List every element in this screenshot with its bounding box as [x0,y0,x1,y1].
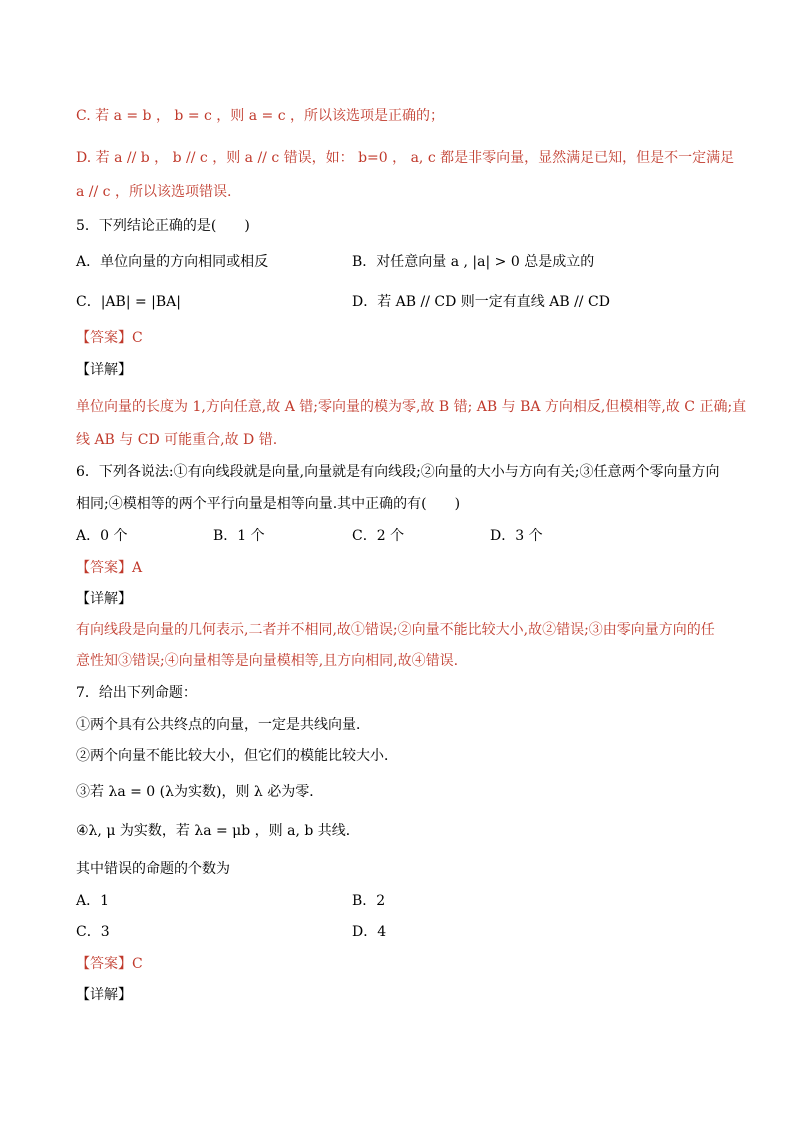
q6-option-b: B．1 个 [213,528,265,544]
q5-stem: 5．下列结论正确的是( ) [76,218,250,234]
q6-stem-line-1: 6．下列各说法:①有向线段就是向量,向量就是有向线段;②向量的大小与方向有关;③任意两个零向量方向 [76,464,720,480]
q7-option-d: D．4 [352,924,387,940]
option-d-previous-line-1: D. 若 a // b ， b // c ，则 a // c 错误，如： b=0 ， a, c 都是非零向量，显然满足已知，但是不一定满足 [76,150,735,166]
q7-item-1: ①两个具有公共终点的向量，一定是共线向量． [76,717,370,733]
q6-answer: 【答案】A [76,560,143,576]
q5-detail-heading: 【详解】 [76,362,132,378]
q6-option-c: C．2 个 [352,528,405,544]
q6-detail-line-2: 意性知③错误;④向量相等是向量模相等,且方向相同,故④错误. [76,653,459,669]
q7-option-c: C．3 [76,924,110,940]
q7-option-b: B．2 [352,893,386,909]
q6-detail-heading: 【详解】 [76,591,132,607]
q7-option-a: A．1 [76,893,110,909]
q7-item-4: ④λ, μ 为实数，若 λa = μb ，则 a, b 共线． [76,823,360,839]
q7-question: 其中错误的命题的个数为 [76,861,230,877]
q6-option-d: D．3 个 [490,528,543,544]
q5-answer: 【答案】C [76,330,143,346]
q5-detail-line-1: 单位向量的长度为 1,方向任意,故 A 错;零向量的模为零,故 B 错; AB 与 BA 方向相反,但模相等,故 C 正确;直 [76,399,747,415]
q5-detail-line-2: 线 AB 与 CD 可能重合,故 D 错. [76,432,278,448]
q7-detail-heading: 【详解】 [76,987,132,1003]
q7-stem: 7．给出下列命题： [76,685,197,701]
q6-option-a: A．0 个 [76,528,128,544]
q6-stem-line-2: 相同;④模相等的两个平行向量是相等向量.其中正确的有( ) [76,496,461,512]
option-d-previous-line-2: a // c ，所以该选项错误. [76,184,232,200]
option-c-previous: C. 若 a = b ， b = c ，则 a = c ，所以该选项是正确的； [76,108,445,124]
q5-option-d: D．若 AB // CD 则一定有直线 AB // CD [352,294,610,310]
q5-option-b: B．对任意向量 a , |a| > 0 总是成立的 [352,254,595,270]
q7-item-2: ②两个向量不能比较大小，但它们的模能比较大小． [76,748,398,764]
q6-detail-line-1: 有向线段是向量的几何表示,二者并不相同,故①错误;②向量不能比较大小,故②错误;③由零向量方向的任 [76,622,715,638]
q7-item-3: ③若 λa = 0 (λ为实数)，则 λ 必为零． [76,784,324,800]
q5-option-c: C．|AB| = |BA| [76,294,182,310]
q5-option-a: A．单位向量的方向相同或相反 [76,254,269,270]
q7-answer: 【答案】C [76,956,143,972]
